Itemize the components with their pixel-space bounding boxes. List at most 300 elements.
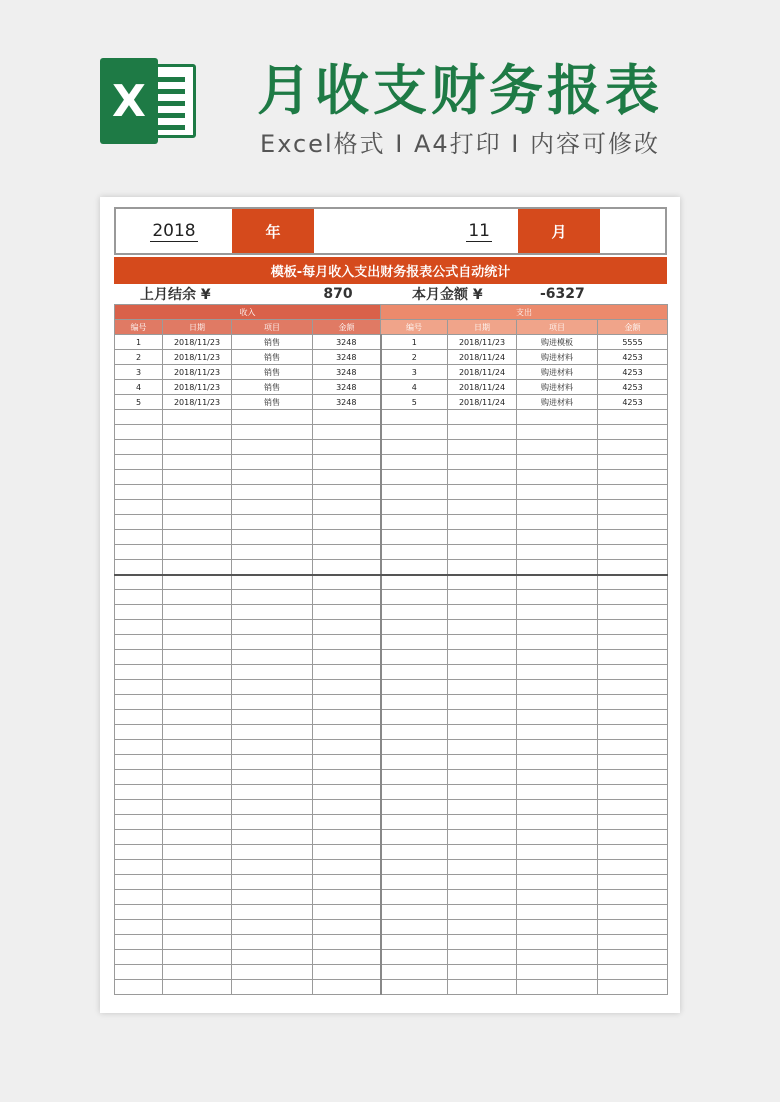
expense-no-cell[interactable] [381, 935, 448, 950]
income-amount-cell[interactable]: 3248 [313, 350, 381, 365]
expense-no-cell[interactable] [381, 680, 448, 695]
income-item-cell[interactable]: 销售 [232, 365, 313, 380]
expense-date-cell[interactable]: 2018/11/24 [448, 365, 517, 380]
expense-item-cell[interactable] [517, 590, 598, 605]
income-date-cell[interactable] [163, 950, 232, 965]
expense-no-cell[interactable] [381, 800, 448, 815]
income-date-cell[interactable] [163, 935, 232, 950]
expense-date-cell[interactable] [448, 875, 517, 890]
expense-amount-cell[interactable] [598, 815, 668, 830]
expense-item-cell[interactable] [517, 425, 598, 440]
income-no-cell[interactable] [115, 935, 163, 950]
income-no-cell[interactable]: 3 [115, 365, 163, 380]
income-no-cell[interactable] [115, 515, 163, 530]
expense-date-cell[interactable] [448, 950, 517, 965]
income-no-cell[interactable] [115, 485, 163, 500]
income-date-cell[interactable] [163, 560, 232, 575]
income-date-cell[interactable] [163, 740, 232, 755]
expense-item-cell[interactable] [517, 485, 598, 500]
expense-amount-cell[interactable] [598, 485, 668, 500]
expense-date-cell[interactable]: 2018/11/24 [448, 395, 517, 410]
expense-amount-cell[interactable]: 4253 [598, 380, 668, 395]
expense-no-cell[interactable] [381, 545, 448, 560]
expense-item-cell[interactable] [517, 620, 598, 635]
income-date-cell[interactable] [163, 515, 232, 530]
income-item-cell[interactable] [232, 935, 313, 950]
income-no-cell[interactable] [115, 950, 163, 965]
income-no-cell[interactable] [115, 560, 163, 575]
expense-amount-cell[interactable] [598, 470, 668, 485]
expense-no-cell[interactable] [381, 485, 448, 500]
expense-no-cell[interactable]: 1 [381, 335, 448, 350]
expense-item-cell[interactable] [517, 410, 598, 425]
expense-no-cell[interactable] [381, 575, 448, 590]
income-date-cell[interactable] [163, 815, 232, 830]
expense-date-cell[interactable] [448, 695, 517, 710]
expense-amount-cell[interactable] [598, 710, 668, 725]
income-amount-cell[interactable] [313, 770, 381, 785]
income-amount-cell[interactable] [313, 875, 381, 890]
expense-item-cell[interactable] [517, 530, 598, 545]
expense-date-cell[interactable] [448, 665, 517, 680]
income-item-cell[interactable] [232, 845, 313, 860]
expense-amount-cell[interactable] [598, 830, 668, 845]
income-no-cell[interactable] [115, 545, 163, 560]
expense-date-cell[interactable] [448, 515, 517, 530]
income-item-cell[interactable] [232, 920, 313, 935]
income-no-cell[interactable]: 2 [115, 350, 163, 365]
expense-item-cell[interactable] [517, 605, 598, 620]
expense-amount-cell[interactable] [598, 560, 668, 575]
income-amount-cell[interactable] [313, 755, 381, 770]
income-no-cell[interactable] [115, 695, 163, 710]
expense-no-cell[interactable] [381, 515, 448, 530]
expense-date-cell[interactable] [448, 740, 517, 755]
income-no-cell[interactable] [115, 920, 163, 935]
expense-amount-cell[interactable] [598, 965, 668, 980]
expense-date-cell[interactable] [448, 650, 517, 665]
income-date-cell[interactable] [163, 605, 232, 620]
expense-item-cell[interactable] [517, 455, 598, 470]
expense-date-cell[interactable]: 2018/11/24 [448, 350, 517, 365]
expense-date-cell[interactable] [448, 635, 517, 650]
expense-item-cell[interactable] [517, 500, 598, 515]
income-amount-cell[interactable] [313, 860, 381, 875]
income-date-cell[interactable] [163, 725, 232, 740]
income-no-cell[interactable] [115, 740, 163, 755]
expense-item-cell[interactable] [517, 860, 598, 875]
expense-item-cell[interactable] [517, 560, 598, 575]
income-item-cell[interactable] [232, 515, 313, 530]
income-no-cell[interactable] [115, 620, 163, 635]
income-amount-cell[interactable] [313, 485, 381, 500]
income-item-cell[interactable] [232, 800, 313, 815]
income-item-cell[interactable] [232, 455, 313, 470]
income-amount-cell[interactable] [313, 935, 381, 950]
expense-date-cell[interactable] [448, 455, 517, 470]
expense-date-cell[interactable] [448, 860, 517, 875]
income-amount-cell[interactable]: 3248 [313, 335, 381, 350]
expense-item-cell[interactable] [517, 695, 598, 710]
expense-amount-cell[interactable] [598, 935, 668, 950]
income-no-cell[interactable] [115, 575, 163, 590]
income-date-cell[interactable] [163, 845, 232, 860]
income-date-cell[interactable] [163, 770, 232, 785]
expense-no-cell[interactable] [381, 725, 448, 740]
expense-amount-cell[interactable] [598, 785, 668, 800]
income-item-cell[interactable]: 销售 [232, 380, 313, 395]
income-no-cell[interactable] [115, 590, 163, 605]
expense-date-cell[interactable] [448, 440, 517, 455]
expense-item-cell[interactable] [517, 440, 598, 455]
expense-date-cell[interactable] [448, 590, 517, 605]
expense-date-cell[interactable] [448, 905, 517, 920]
income-item-cell[interactable] [232, 860, 313, 875]
income-amount-cell[interactable] [313, 830, 381, 845]
income-amount-cell[interactable] [313, 845, 381, 860]
income-amount-cell[interactable] [313, 410, 381, 425]
expense-item-cell[interactable]: 购进材料 [517, 395, 598, 410]
income-no-cell[interactable] [115, 800, 163, 815]
expense-amount-cell[interactable] [598, 500, 668, 515]
expense-item-cell[interactable]: 购进模板 [517, 335, 598, 350]
income-item-cell[interactable] [232, 905, 313, 920]
income-date-cell[interactable] [163, 980, 232, 995]
expense-amount-cell[interactable] [598, 920, 668, 935]
expense-amount-cell[interactable]: 4253 [598, 395, 668, 410]
income-item-cell[interactable] [232, 875, 313, 890]
income-item-cell[interactable] [232, 560, 313, 575]
expense-no-cell[interactable]: 3 [381, 365, 448, 380]
income-item-cell[interactable] [232, 590, 313, 605]
expense-no-cell[interactable]: 4 [381, 380, 448, 395]
expense-amount-cell[interactable] [598, 590, 668, 605]
expense-amount-cell[interactable] [598, 575, 668, 590]
income-amount-cell[interactable] [313, 740, 381, 755]
expense-no-cell[interactable] [381, 635, 448, 650]
income-date-cell[interactable] [163, 635, 232, 650]
income-amount-cell[interactable] [313, 455, 381, 470]
income-item-cell[interactable] [232, 650, 313, 665]
income-item-cell[interactable] [232, 890, 313, 905]
income-no-cell[interactable] [115, 650, 163, 665]
income-item-cell[interactable] [232, 755, 313, 770]
expense-amount-cell[interactable] [598, 440, 668, 455]
income-item-cell[interactable] [232, 605, 313, 620]
income-amount-cell[interactable] [313, 515, 381, 530]
month-cell[interactable] [314, 209, 518, 253]
income-no-cell[interactable] [115, 755, 163, 770]
expense-date-cell[interactable] [448, 425, 517, 440]
income-date-cell[interactable] [163, 665, 232, 680]
expense-item-cell[interactable]: 购进材料 [517, 350, 598, 365]
income-no-cell[interactable] [115, 860, 163, 875]
income-date-cell[interactable] [163, 425, 232, 440]
income-amount-cell[interactable]: 3248 [313, 380, 381, 395]
expense-item-cell[interactable] [517, 800, 598, 815]
expense-no-cell[interactable] [381, 425, 448, 440]
income-amount-cell[interactable] [313, 980, 381, 995]
expense-amount-cell[interactable] [598, 695, 668, 710]
expense-date-cell[interactable] [448, 560, 517, 575]
income-item-cell[interactable] [232, 545, 313, 560]
income-no-cell[interactable] [115, 605, 163, 620]
expense-item-cell[interactable] [517, 965, 598, 980]
income-no-cell[interactable] [115, 785, 163, 800]
income-item-cell[interactable] [232, 680, 313, 695]
expense-item-cell[interactable] [517, 770, 598, 785]
income-date-cell[interactable] [163, 485, 232, 500]
expense-no-cell[interactable] [381, 410, 448, 425]
expense-date-cell[interactable] [448, 920, 517, 935]
income-date-cell[interactable] [163, 695, 232, 710]
income-no-cell[interactable] [115, 770, 163, 785]
expense-date-cell[interactable] [448, 815, 517, 830]
expense-amount-cell[interactable] [598, 425, 668, 440]
expense-date-cell[interactable] [448, 500, 517, 515]
income-item-cell[interactable] [232, 635, 313, 650]
income-date-cell[interactable] [163, 680, 232, 695]
income-no-cell[interactable] [115, 680, 163, 695]
expense-amount-cell[interactable] [598, 800, 668, 815]
expense-no-cell[interactable] [381, 845, 448, 860]
expense-no-cell[interactable] [381, 860, 448, 875]
expense-item-cell[interactable] [517, 650, 598, 665]
income-amount-cell[interactable] [313, 635, 381, 650]
expense-no-cell[interactable] [381, 470, 448, 485]
expense-date-cell[interactable] [448, 470, 517, 485]
income-item-cell[interactable]: 销售 [232, 335, 313, 350]
expense-no-cell[interactable] [381, 530, 448, 545]
income-item-cell[interactable] [232, 500, 313, 515]
income-date-cell[interactable] [163, 470, 232, 485]
expense-date-cell[interactable]: 2018/11/24 [448, 380, 517, 395]
expense-amount-cell[interactable] [598, 860, 668, 875]
income-no-cell[interactable]: 1 [115, 335, 163, 350]
expense-date-cell[interactable] [448, 680, 517, 695]
expense-date-cell[interactable] [448, 785, 517, 800]
income-date-cell[interactable] [163, 860, 232, 875]
expense-item-cell[interactable] [517, 845, 598, 860]
income-amount-cell[interactable] [313, 440, 381, 455]
income-no-cell[interactable] [115, 440, 163, 455]
income-amount-cell[interactable] [313, 890, 381, 905]
income-item-cell[interactable] [232, 620, 313, 635]
expense-item-cell[interactable] [517, 710, 598, 725]
expense-item-cell[interactable] [517, 515, 598, 530]
expense-no-cell[interactable] [381, 650, 448, 665]
expense-date-cell[interactable] [448, 980, 517, 995]
income-no-cell[interactable] [115, 665, 163, 680]
expense-amount-cell[interactable] [598, 770, 668, 785]
expense-date-cell[interactable] [448, 725, 517, 740]
income-amount-cell[interactable] [313, 950, 381, 965]
expense-item-cell[interactable] [517, 935, 598, 950]
income-date-cell[interactable] [163, 545, 232, 560]
expense-item-cell[interactable] [517, 725, 598, 740]
expense-item-cell[interactable] [517, 950, 598, 965]
expense-date-cell[interactable] [448, 530, 517, 545]
income-item-cell[interactable]: 销售 [232, 350, 313, 365]
expense-date-cell[interactable] [448, 845, 517, 860]
income-no-cell[interactable] [115, 845, 163, 860]
income-amount-cell[interactable] [313, 800, 381, 815]
income-item-cell[interactable] [232, 425, 313, 440]
income-amount-cell[interactable] [313, 905, 381, 920]
expense-amount-cell[interactable] [598, 755, 668, 770]
expense-item-cell[interactable] [517, 815, 598, 830]
income-no-cell[interactable] [115, 410, 163, 425]
income-item-cell[interactable] [232, 470, 313, 485]
expense-no-cell[interactable] [381, 830, 448, 845]
expense-no-cell[interactable] [381, 785, 448, 800]
expense-no-cell[interactable] [381, 890, 448, 905]
income-date-cell[interactable] [163, 410, 232, 425]
income-item-cell[interactable] [232, 530, 313, 545]
expense-no-cell[interactable] [381, 665, 448, 680]
expense-item-cell[interactable] [517, 740, 598, 755]
expense-amount-cell[interactable] [598, 725, 668, 740]
income-amount-cell[interactable] [313, 470, 381, 485]
income-date-cell[interactable]: 2018/11/23 [163, 395, 232, 410]
expense-amount-cell[interactable] [598, 950, 668, 965]
expense-date-cell[interactable] [448, 890, 517, 905]
expense-no-cell[interactable] [381, 770, 448, 785]
prev-balance-value[interactable]: 870 [323, 286, 353, 302]
income-amount-cell[interactable]: 3248 [313, 365, 381, 380]
income-item-cell[interactable] [232, 440, 313, 455]
expense-amount-cell[interactable]: 4253 [598, 365, 668, 380]
expense-no-cell[interactable] [381, 590, 448, 605]
expense-date-cell[interactable] [448, 800, 517, 815]
income-amount-cell[interactable] [313, 815, 381, 830]
income-amount-cell[interactable] [313, 920, 381, 935]
expense-no-cell[interactable] [381, 560, 448, 575]
income-item-cell[interactable] [232, 575, 313, 590]
income-amount-cell[interactable] [313, 605, 381, 620]
income-item-cell[interactable] [232, 710, 313, 725]
expense-amount-cell[interactable] [598, 665, 668, 680]
expense-item-cell[interactable] [517, 680, 598, 695]
expense-amount-cell[interactable] [598, 845, 668, 860]
income-date-cell[interactable] [163, 710, 232, 725]
income-no-cell[interactable] [115, 710, 163, 725]
income-date-cell[interactable] [163, 500, 232, 515]
expense-no-cell[interactable] [381, 965, 448, 980]
income-item-cell[interactable] [232, 695, 313, 710]
income-amount-cell[interactable] [313, 425, 381, 440]
expense-no-cell[interactable] [381, 440, 448, 455]
year-cell[interactable] [116, 209, 232, 253]
expense-amount-cell[interactable] [598, 905, 668, 920]
expense-date-cell[interactable] [448, 620, 517, 635]
expense-date-cell[interactable] [448, 605, 517, 620]
income-date-cell[interactable] [163, 875, 232, 890]
expense-item-cell[interactable] [517, 785, 598, 800]
expense-no-cell[interactable]: 5 [381, 395, 448, 410]
income-item-cell[interactable]: 销售 [232, 395, 313, 410]
income-item-cell[interactable] [232, 485, 313, 500]
expense-no-cell[interactable] [381, 815, 448, 830]
expense-date-cell[interactable] [448, 770, 517, 785]
income-amount-cell[interactable] [313, 695, 381, 710]
expense-item-cell[interactable] [517, 905, 598, 920]
expense-no-cell[interactable] [381, 905, 448, 920]
income-item-cell[interactable] [232, 665, 313, 680]
expense-item-cell[interactable] [517, 890, 598, 905]
income-date-cell[interactable] [163, 590, 232, 605]
expense-amount-cell[interactable] [598, 605, 668, 620]
expense-item-cell[interactable] [517, 920, 598, 935]
income-no-cell[interactable]: 4 [115, 380, 163, 395]
income-date-cell[interactable] [163, 620, 232, 635]
expense-date-cell[interactable] [448, 830, 517, 845]
expense-date-cell[interactable] [448, 575, 517, 590]
expense-no-cell[interactable] [381, 695, 448, 710]
income-amount-cell[interactable] [313, 590, 381, 605]
expense-date-cell[interactable] [448, 545, 517, 560]
expense-item-cell[interactable]: 购进材料 [517, 365, 598, 380]
income-no-cell[interactable] [115, 500, 163, 515]
income-no-cell[interactable] [115, 470, 163, 485]
income-item-cell[interactable] [232, 830, 313, 845]
income-date-cell[interactable] [163, 785, 232, 800]
expense-amount-cell[interactable] [598, 515, 668, 530]
expense-amount-cell[interactable] [598, 455, 668, 470]
income-date-cell[interactable] [163, 440, 232, 455]
income-date-cell[interactable] [163, 530, 232, 545]
income-date-cell[interactable] [163, 755, 232, 770]
expense-amount-cell[interactable] [598, 890, 668, 905]
expense-no-cell[interactable] [381, 950, 448, 965]
expense-item-cell[interactable] [517, 875, 598, 890]
expense-amount-cell[interactable]: 5555 [598, 335, 668, 350]
income-date-cell[interactable] [163, 965, 232, 980]
expense-date-cell[interactable] [448, 755, 517, 770]
income-date-cell[interactable] [163, 905, 232, 920]
income-no-cell[interactable] [115, 830, 163, 845]
income-no-cell[interactable] [115, 980, 163, 995]
expense-no-cell[interactable]: 2 [381, 350, 448, 365]
income-date-cell[interactable]: 2018/11/23 [163, 380, 232, 395]
expense-date-cell[interactable] [448, 965, 517, 980]
income-amount-cell[interactable] [313, 710, 381, 725]
expense-amount-cell[interactable] [598, 620, 668, 635]
income-item-cell[interactable] [232, 980, 313, 995]
expense-no-cell[interactable] [381, 710, 448, 725]
income-date-cell[interactable] [163, 650, 232, 665]
income-date-cell[interactable]: 2018/11/23 [163, 335, 232, 350]
income-no-cell[interactable]: 5 [115, 395, 163, 410]
income-date-cell[interactable]: 2018/11/23 [163, 365, 232, 380]
income-amount-cell[interactable] [313, 785, 381, 800]
income-amount-cell[interactable] [313, 620, 381, 635]
expense-no-cell[interactable] [381, 875, 448, 890]
income-no-cell[interactable] [115, 425, 163, 440]
income-no-cell[interactable] [115, 965, 163, 980]
expense-amount-cell[interactable] [598, 740, 668, 755]
expense-no-cell[interactable] [381, 620, 448, 635]
income-amount-cell[interactable] [313, 665, 381, 680]
expense-date-cell[interactable] [448, 710, 517, 725]
empty-cell[interactable] [600, 209, 665, 253]
income-amount-cell[interactable] [313, 500, 381, 515]
income-no-cell[interactable] [115, 635, 163, 650]
income-amount-cell[interactable] [313, 560, 381, 575]
income-date-cell[interactable] [163, 890, 232, 905]
income-amount-cell[interactable] [313, 725, 381, 740]
expense-no-cell[interactable] [381, 740, 448, 755]
